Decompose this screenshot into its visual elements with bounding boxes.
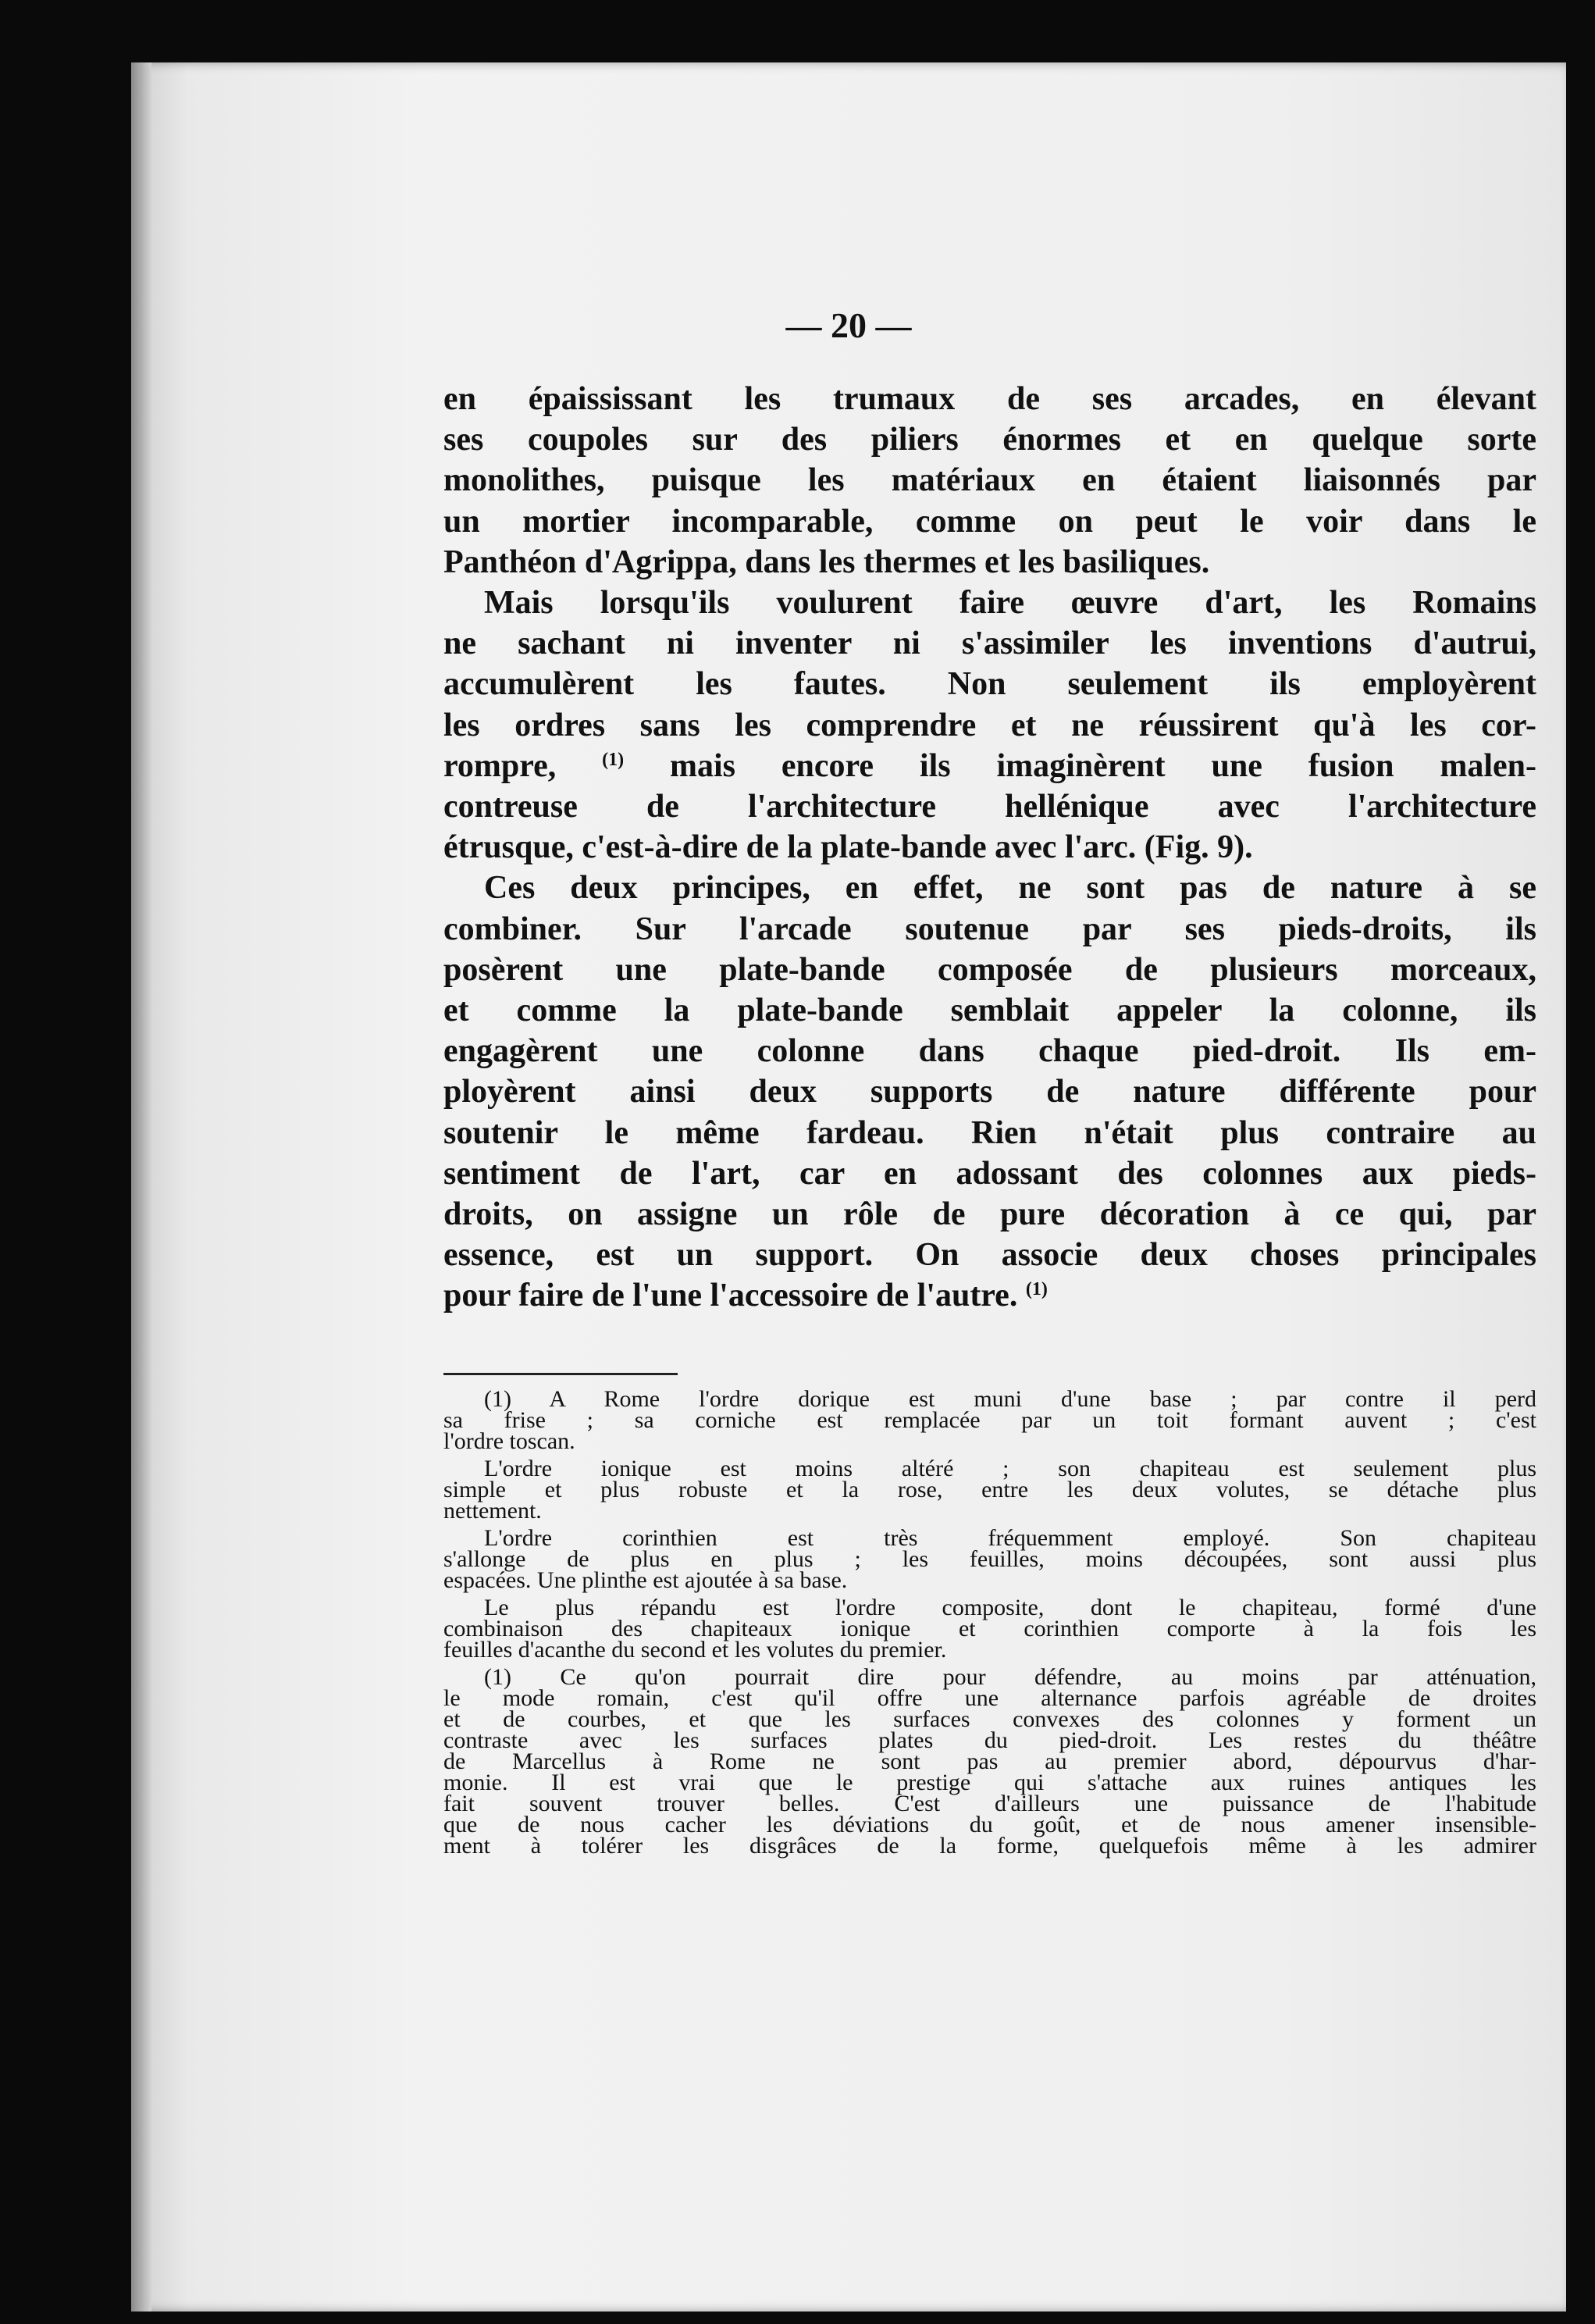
text-line: Mais lorsqu'ils voulurent faire œuvre d'art, les Romains bbox=[484, 585, 1536, 622]
footnote-line: (1) A Rome l'ordre dorique est muni d'une base ; par contre il perd bbox=[484, 1386, 1536, 1412]
paragraph bbox=[443, 868, 1536, 1316]
text-line: soutenir le même fardeau. Rien n'était plus contraire au bbox=[443, 1114, 1536, 1151]
footnote-line: espacées. Une plinthe est ajoutée à sa base. bbox=[443, 1567, 848, 1593]
footnote-line: et de courbes, et que les surfaces convexes des colonnes y forment un bbox=[443, 1706, 1536, 1732]
text-line: essence, est un support. On associe deux choses principales bbox=[443, 1237, 1536, 1274]
footnote-line: sa frise ; sa corniche est remplacée par un toit formant auvent ; c'est bbox=[443, 1407, 1536, 1433]
footnote-line: L'ordre corinthien est très fréquemment employé. Son chapiteau bbox=[484, 1525, 1536, 1551]
footnote-line: que de nous cacher les déviations du goût, et de nous amener insensible- bbox=[443, 1812, 1536, 1837]
text-line: en épaississant les trumaux de ses arcades, en élevant bbox=[443, 381, 1536, 417]
footnotes bbox=[443, 1388, 1536, 1862]
footnote-line: (1) Ce qu'on pourrait dire pour défendre, au moins par atténuation, bbox=[484, 1664, 1536, 1690]
text-line: ne sachant ni inventer ni s'assimiler les inventions d'autrui, bbox=[443, 626, 1536, 662]
footnote-line: l'ordre toscan. bbox=[443, 1428, 575, 1454]
text-line: ployèrent ainsi deux supports de nature différente pour bbox=[443, 1074, 1536, 1110]
footnote-line: ment à tolérer les disgrâces de la forme, quelquefois même à les admirer bbox=[443, 1833, 1536, 1859]
text-line: droits, on assigne un rôle de pure décoration à ce qui, par bbox=[443, 1196, 1536, 1233]
text-line: sentiment de l'art, car en adossant des colonnes aux pieds- bbox=[443, 1155, 1536, 1192]
scanned-page bbox=[131, 62, 1566, 2312]
footnote-marker: (1) bbox=[1025, 1279, 1048, 1300]
text-line: un mortier incomparable, comme on peut le voir dans le bbox=[443, 503, 1536, 540]
footnote bbox=[443, 1527, 1536, 1591]
text-line: engagèrent une colonne dans chaque pied-droit. Ils em- bbox=[443, 1033, 1536, 1070]
footnote bbox=[443, 1388, 1536, 1452]
footnote-line: contraste avec les surfaces plates du pied-droit. Les restes du théâtre bbox=[443, 1727, 1536, 1753]
footnote-line: simple et plus robuste et la rose, entre les deux volutes, se détache plus bbox=[443, 1477, 1536, 1502]
text-fragment: mais encore ils imaginèrent une fusion malen- bbox=[670, 747, 1536, 784]
text-line: combiner. Sur l'arcade soutenue par ses pieds-droits, ils bbox=[443, 911, 1536, 947]
footnote bbox=[443, 1664, 1536, 1859]
page-binding-edge bbox=[131, 62, 151, 2312]
text-line: ses coupoles sur des piliers énormes et en quelque sorte bbox=[443, 422, 1536, 458]
text-line: Panthéon d'Agrippa, dans les thermes et les basiliques. bbox=[443, 544, 1210, 580]
footnote-line: le mode romain, c'est qu'il offre une alternance parfois agréable de droites bbox=[443, 1685, 1536, 1711]
footnote-line: fait souvent trouver belles. C'est d'ailleurs une puissance de l'habitude bbox=[443, 1791, 1536, 1816]
footnote bbox=[443, 1595, 1536, 1663]
footnote-line: combinaison des chapiteaux ionique et corinthien comporte à la fois les bbox=[443, 1616, 1536, 1641]
page-number: — 20 — bbox=[785, 305, 912, 345]
main-text bbox=[443, 379, 1536, 1317]
text-line: les ordres sans les comprendre et ne réussirent qu'à les cor- bbox=[443, 707, 1536, 743]
text-line: étrusque, c'est-à-dire de la plate-bande avec l'arc. (Fig. 9). bbox=[443, 829, 1253, 866]
text-line: monolithes, puisque les matériaux en étaient liaisonnés par bbox=[443, 462, 1536, 499]
footnote-marker: (1) bbox=[602, 749, 625, 770]
text-line: contreuse de l'architecture hellénique avec l'architecture bbox=[443, 789, 1536, 825]
text-line: Ces deux principes, en effet, ne sont pas de nature à se bbox=[484, 870, 1536, 907]
footnote-line: Le plus répandu est l'ordre composite, dont le chapiteau, formé d'une bbox=[484, 1595, 1536, 1620]
paragraph bbox=[443, 379, 1536, 583]
footnote-line: de Marcellus à Rome ne sont pas au premier abord, dépourvus d'har- bbox=[443, 1748, 1536, 1774]
text-fragment: rompre, bbox=[443, 747, 557, 784]
text-fragment: pour faire de l'une l'accessoire de l'autre. bbox=[443, 1278, 1018, 1314]
footnote-line: nettement. bbox=[443, 1498, 542, 1524]
footnote bbox=[443, 1456, 1536, 1524]
text-line: posèrent une plate-bande composée de plusieurs morceaux, bbox=[443, 951, 1536, 988]
text-line: accumulèrent les fautes. Non seulement ils employèrent bbox=[443, 666, 1536, 703]
footnote-line: feuilles d'acanthe du second et les volutes du premier. bbox=[443, 1637, 947, 1663]
footnote-line: L'ordre ionique est moins altéré ; son chapiteau est seulement plus bbox=[484, 1456, 1536, 1481]
footnote-line: monie. Il est vrai que le prestige qui s'attache aux ruines antiques les bbox=[443, 1770, 1536, 1795]
footnote-line: s'allonge de plus en plus ; les feuilles, moins découpées, sont aussi plus bbox=[443, 1546, 1536, 1572]
text-line: et comme la plate-bande semblait appeler la colonne, ils bbox=[443, 993, 1536, 1029]
text-line bbox=[443, 746, 1536, 786]
paragraph bbox=[443, 583, 1536, 868]
text-line bbox=[443, 1275, 1536, 1316]
footnote-separator bbox=[443, 1373, 678, 1375]
